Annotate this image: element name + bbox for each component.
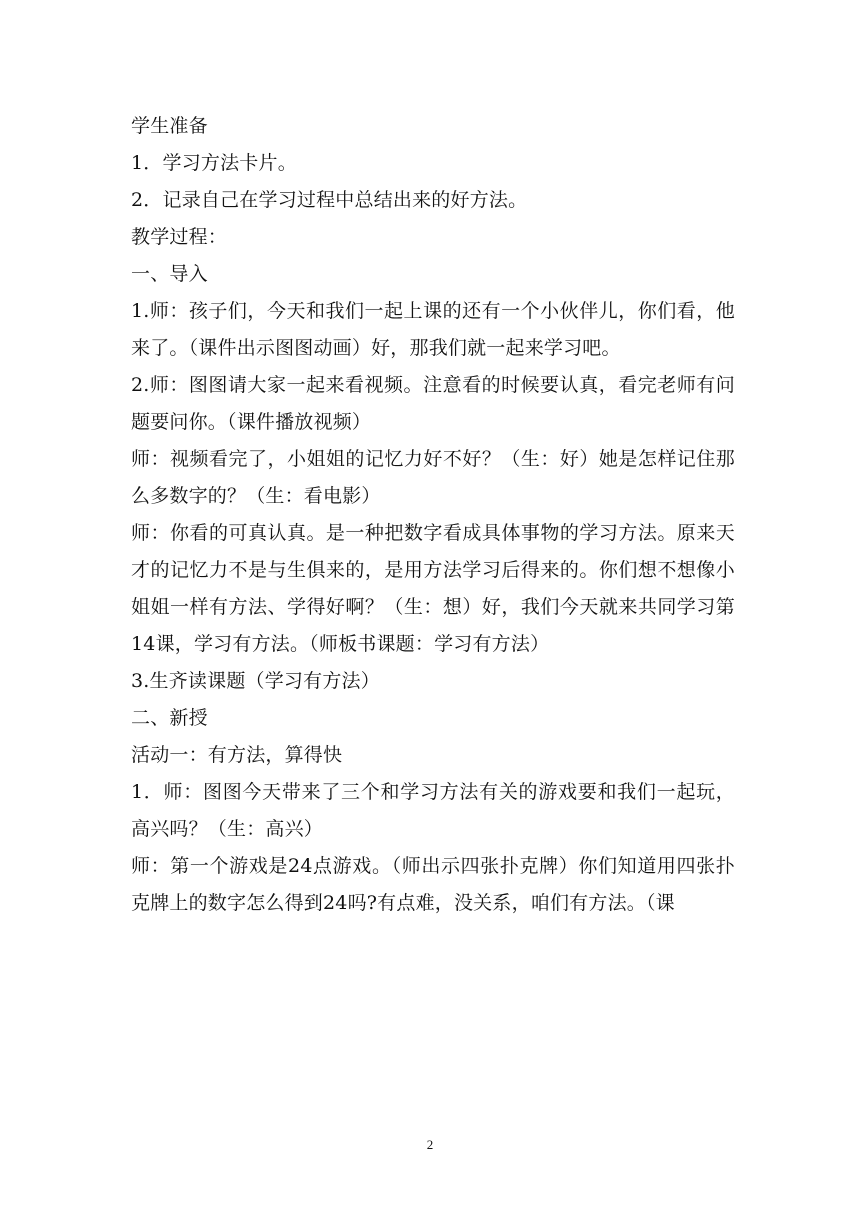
paragraph: 一、导入: [131, 263, 208, 285]
document-body: [131, 108, 735, 922]
paragraph: 师：视频看完了，小姐姐的记忆力好不好？（生：好）她是怎样记住那么多数字的？（生：看电影）: [131, 448, 735, 507]
paragraph: 1.师：孩子们，今天和我们一起上课的还有一个小伙伴儿，你们看，他来了。（课件出示图图动画）好，那我们就一起来学习吧。: [131, 300, 735, 359]
page-number: 2: [426, 1137, 434, 1152]
paragraph: 二、新授: [131, 707, 208, 729]
paragraph: 师：你看的可真认真。是一种把数字看成具体事物的学习方法。原来天才的记忆力不是与生俱来的，是用方法学习后得来的。你们想不想像小姐姐一样有方法、学得好啊？（生：想）好，我们今天就来共同学习第14课，学习有方法。（师板书课题：学习有方法）: [131, 522, 735, 655]
paragraph: 2．记录自己在学习过程中总结出来的好方法。: [131, 189, 528, 211]
paragraph: 学生准备: [131, 115, 208, 137]
paragraph: 3.生齐读课题（学习有方法）: [131, 670, 380, 692]
paragraph: 教学过程：: [131, 226, 228, 248]
paragraph: 2.师：图图请大家一起来看视频。注意看的时候要认真，看完老师有问题要问你。（课件播放视频）: [131, 374, 735, 433]
paragraph: 师：第一个游戏是24点游戏。（师出示四张扑克牌）你们知道用四张扑克牌上的数字怎么得到24吗?有点难，没关系，咱们有方法。（课: [131, 855, 735, 914]
paragraph: 1．学习方法卡片。: [131, 152, 297, 174]
paragraph: 1．师：图图今天带来了三个和学习方法有关的游戏要和我们一起玩，高兴吗？（生：高兴）: [131, 781, 735, 840]
paragraph: 活动一：有方法，算得快: [131, 744, 343, 766]
